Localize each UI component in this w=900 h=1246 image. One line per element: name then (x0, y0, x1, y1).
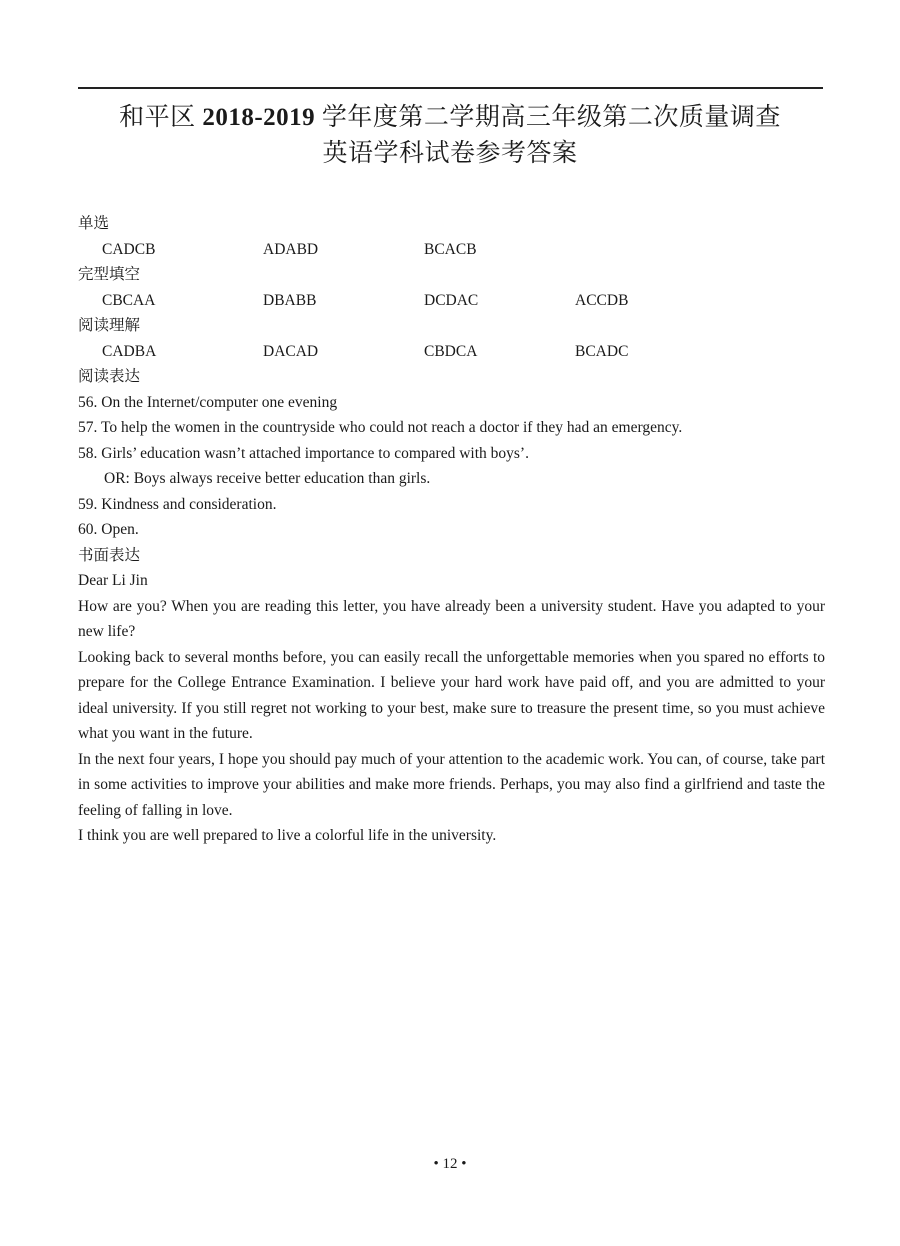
answer-item-58-alt: OR: Boys always receive better education than girls. (104, 470, 431, 487)
answer-row-single-choice (78, 237, 825, 263)
answer-item-57: 57. To help the women in the countryside who could not reach a doctor if they had an emergency. (78, 419, 683, 436)
page-number: • 12 • (433, 1156, 467, 1172)
answer-group: BCACB (424, 240, 477, 258)
letter-paragraph: How are you? When you are reading this letter, you have already been a university student. Have you adapted to your new life? (78, 597, 825, 640)
answer-row-cloze (78, 288, 825, 314)
answer-item-58: 58. Girls’ education wasn’t attached importance to compared with boys’. (78, 444, 529, 462)
title-term: 学年度第二学期高三年级第二次质量调查 (321, 104, 781, 131)
answer-item-56: 56. On the Internet/computer one evening (78, 393, 338, 411)
answer-group: BCADC (575, 342, 629, 360)
answer-item-59: 59. Kindness and consideration. (78, 495, 277, 513)
answer-group: CADCB (102, 240, 156, 258)
letter-salutation: Dear Li Jin (78, 572, 148, 589)
letter-paragraph: Looking back to several months before, you can easily recall the unforgettable memories when you spared no efforts to prepare for the College Entrance Examination. I believe your hard work have paid off, and you are admitted to your ideal university. If you still regret not working to your best, make sure to treasure the present time, so you must achieve what you want in the future. (78, 648, 825, 742)
answer-group: CBCAA (102, 291, 156, 309)
answer-group: DBABB (263, 291, 317, 309)
title-district: 和平区 (119, 104, 196, 131)
document-title (0, 103, 900, 133)
header-rule (78, 87, 823, 89)
sample-letter (78, 568, 825, 849)
answer-group: DCDAC (424, 291, 479, 309)
answer-group: ADABD (263, 240, 319, 258)
answer-group: CBDCA (424, 342, 478, 360)
section-label-single-choice: 单选 (78, 215, 110, 232)
answer-row-reading (78, 339, 825, 365)
answer-group: ACCDB (575, 291, 629, 309)
section-label-reading-expression: 阅读表达 (78, 368, 141, 385)
letter-paragraph: I think you are well prepared to live a colorful life in the university. (78, 827, 497, 844)
answer-content (78, 211, 825, 849)
title-year: 2018-2019 (202, 104, 316, 131)
section-label-writing: 书面表达 (78, 546, 141, 564)
answer-item-60: 60. Open. (78, 521, 139, 538)
letter-paragraph: In the next four years, I hope you should pay much of your attention to the academic work. You can, of course, take part in some activities to improve your abilities and make more friends. Perhaps, you may also find a girlfriend and taste the feeling of falling in love. (78, 750, 825, 819)
section-label-reading: 阅读理解 (78, 317, 141, 334)
answer-group: CADBA (102, 342, 157, 360)
section-label-cloze: 完型填空 (78, 266, 141, 283)
document-subtitle: 英语学科试卷参考答案 (322, 140, 578, 167)
answer-group: DACAD (263, 342, 319, 360)
